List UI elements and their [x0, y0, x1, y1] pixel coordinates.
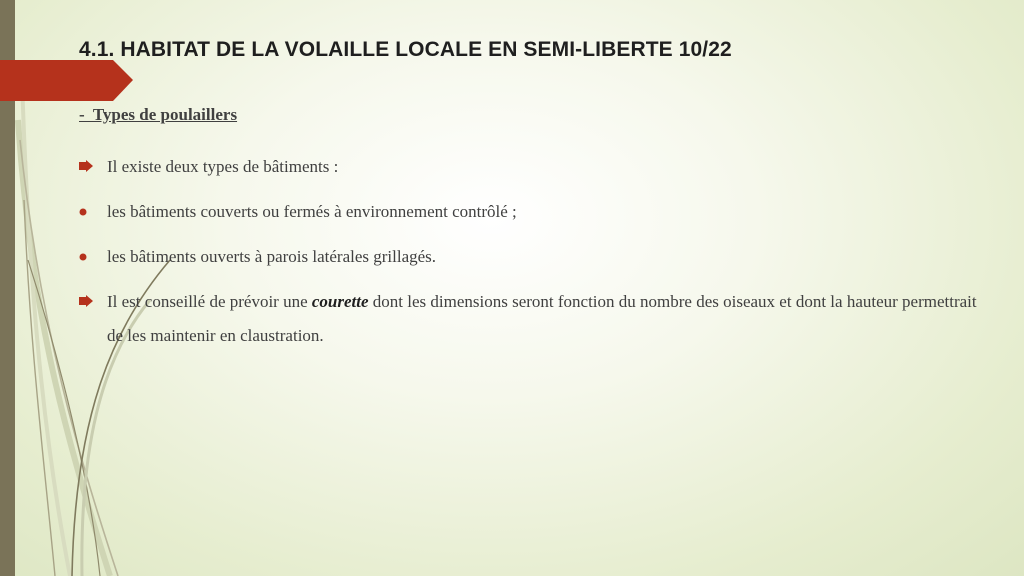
list-item: [79, 285, 977, 353]
list-item-text-after: dont les dimensions seront fonction du nombre des oiseaux et dont la hauteur permettrait de les maintenir en claustration.: [107, 292, 977, 345]
list-item: [79, 150, 338, 184]
arrow-bullet-icon: [79, 285, 99, 319]
list-item-text: les bâtiments ouverts à parois latérales grillagés.: [107, 247, 437, 266]
list-item-text-before: Il est conseillé de prévoir une: [107, 292, 312, 311]
arrow-bullet-icon: [79, 150, 99, 184]
section-subtitle: - Types de poulaillers: [79, 105, 238, 124]
emphasis-courette: courette: [311, 292, 369, 311]
list-item: [79, 240, 436, 274]
list-item-text: Il existe deux types de bâtiments :: [107, 157, 339, 176]
dot-bullet-icon: [79, 240, 99, 274]
dot-bullet-icon: [79, 195, 99, 229]
page-title: 4.1. HABITAT DE LA VOLAILLE LOCALE EN SEMI-LIBERTE 10/22: [79, 38, 732, 61]
list-item: [79, 195, 517, 229]
list-item-text: les bâtiments couverts ou fermés à environnement contrôlé ;: [107, 202, 517, 221]
